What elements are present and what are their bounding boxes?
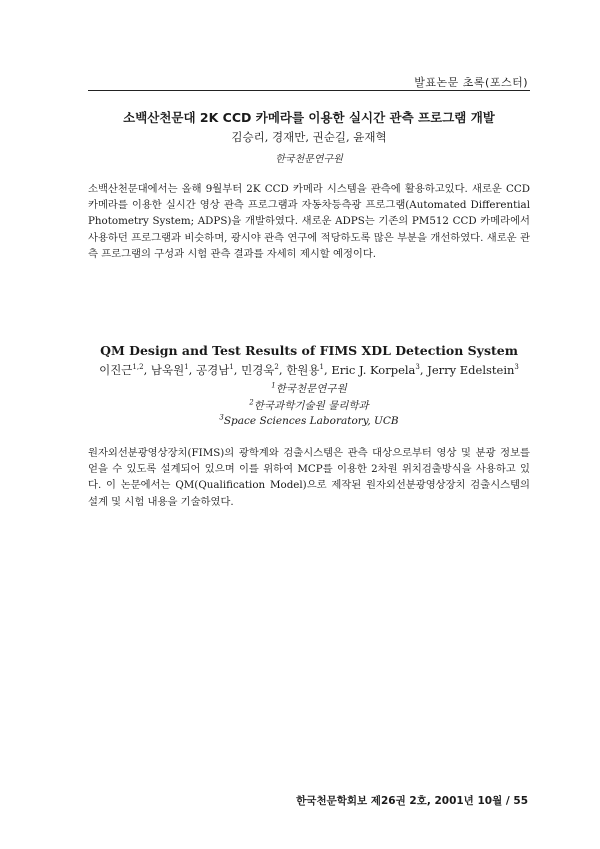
author: 이진근$^{1,2}$	[99, 363, 144, 377]
paper2-abstract: 원자외선분광영상장치(FIMS)의 광학계와 검출시스템은 관측 대상으로부터 영상 및 분광 정보를 얻을 수 있도록 설계되어 있으며 이를 위하여 MCP를 이용한 2차원 위치검출방식을 사용하고 있다. 이 논문에서는 QM(Qualification Model)으로 제작된 원자외선분광영상장치 검출시스템의 설계 및 시험 내용을 기술하였다.	[88, 447, 530, 508]
author: 공경남$^1$	[195, 363, 234, 377]
page-footer-citation: 한국천문학회보 제26권 2호, 2001년 10월 / 55	[296, 795, 528, 807]
author: 한원용$^1$	[286, 363, 324, 377]
paper2-authors: 이진근$^{1,2}$, 남욱원$^1$, 공경남$^1$, 민경욱$^2$, 한원용$^1$, Eric J. Korpela$^3$, Jerry Edelstein$^3$	[99, 363, 519, 377]
author: Eric J. Korpela$^3$	[331, 363, 420, 377]
author: 민경욱$^2$	[241, 363, 279, 377]
section-label: 발표논문 초록(포스터)	[414, 76, 528, 89]
header-divider	[88, 90, 530, 91]
paper2-affiliation: $^3$Space Sciences Laboratory, UCB	[219, 413, 399, 427]
author: Jerry Edelstein$^3$	[427, 363, 519, 377]
paper1-affiliation: 한국천문연구원	[275, 154, 343, 165]
author: 남욱원$^1$	[150, 363, 189, 377]
paper1-abstract: 소백산천문대에서는 올해 9월부터 2K CCD 카메라 시스템을 관측에 활용하고있다. 새로운 CCD 카메라를 이용한 실시간 영상 관측 프로그램과 자동차등측광 프로그램(Automated Differential Photometry System; ADPS)을 개발하였다. 새로운 ADPS는 기존의 PM512 CCD 카메라에서 사용하던 프로그램과 비슷하며, 광시야 관측 연구에 적당하도록 많은 부분을 개선하였다. 새로운 관측 프로그램의 구성과 시험 관측 결과를 자세히 제시할 예정이다.	[88, 183, 530, 260]
paper1-title: 소백산천문대 2K CCD 카메라를 이용한 실시간 관측 프로그램 개발	[123, 110, 495, 125]
paper2-affiliation: $^1$한국천문연구원	[271, 381, 347, 395]
paper2-title: QM Design and Test Results of FIMS XDL Detection System	[100, 343, 518, 358]
paper2-affiliation: $^2$한국과학기술원 물리학과	[249, 398, 369, 412]
paper1-authors: 김승리, 경재만, 권순길, 윤재혁	[231, 130, 387, 144]
